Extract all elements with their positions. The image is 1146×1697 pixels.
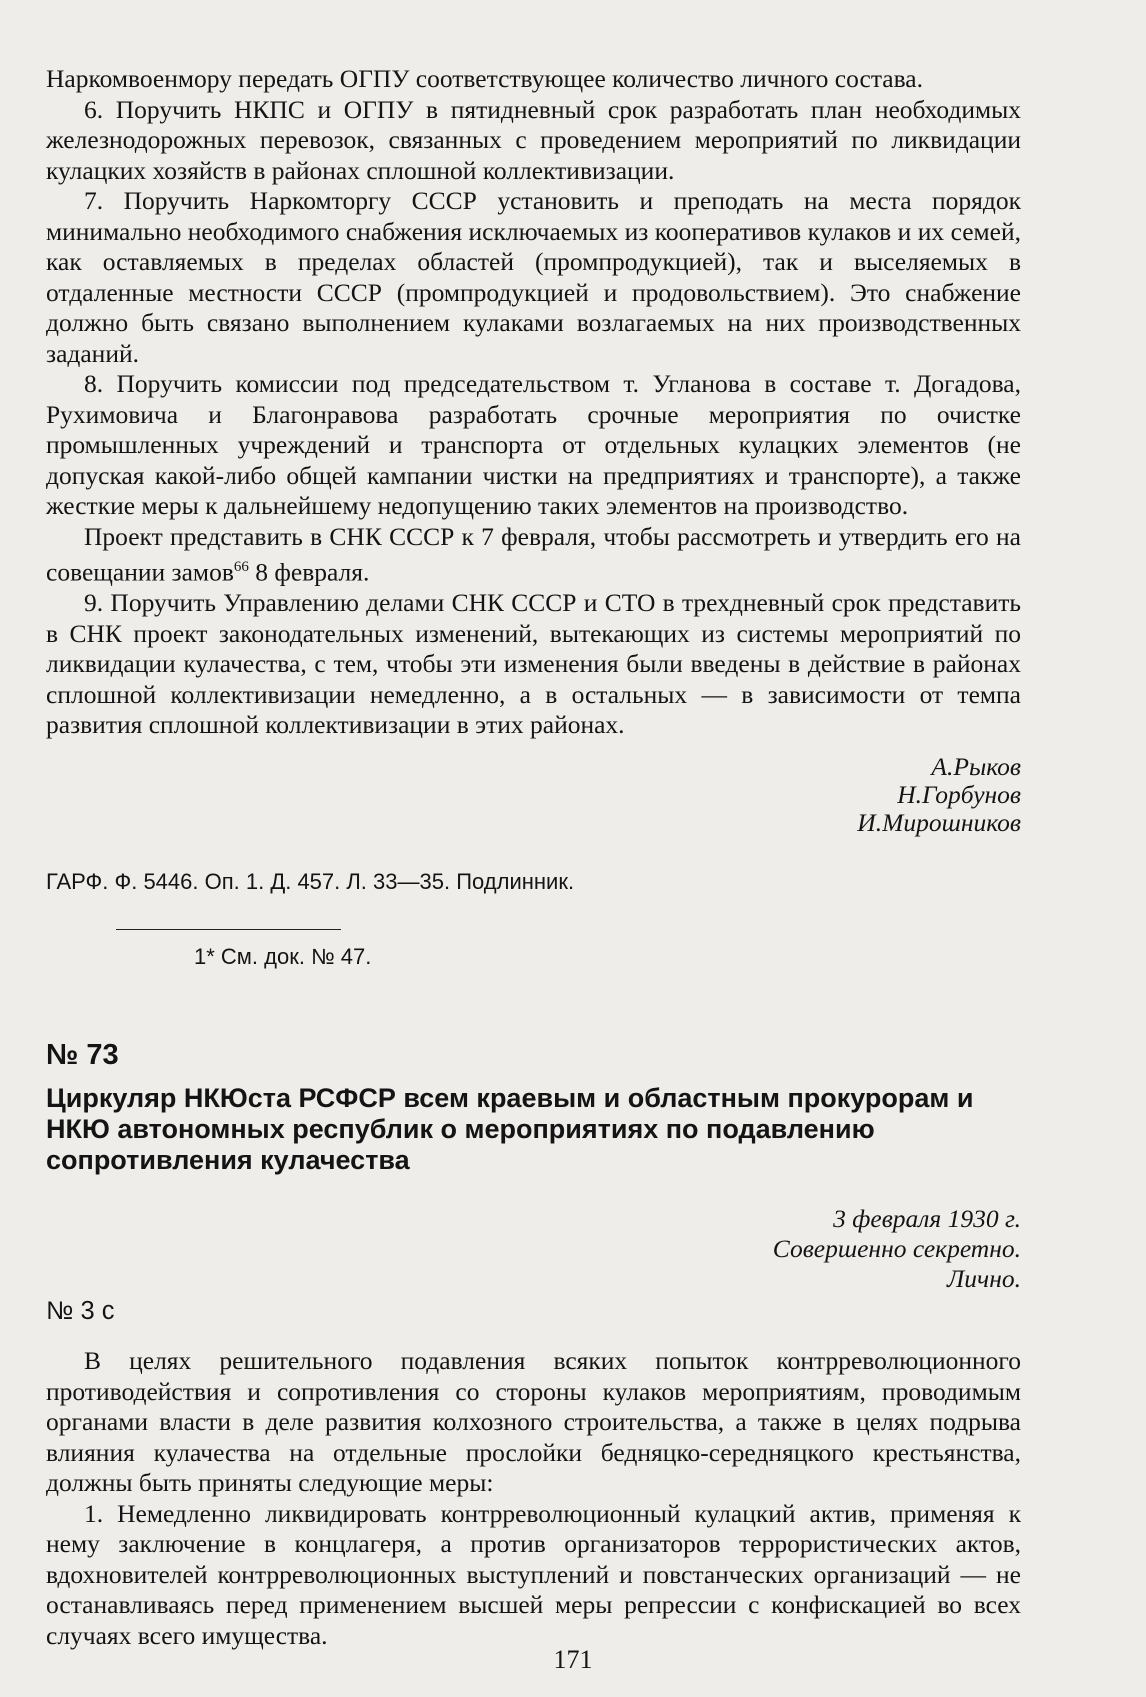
signature-miroshnikov: И.Мирошников (857, 807, 1021, 837)
document-date: 3 февраля 1930 г. (833, 1203, 1021, 1233)
page-number: 171 (553, 1645, 593, 1674)
signature-rykov: А.Рыков (931, 751, 1021, 781)
classification-stamp: Совершенно секретно. (772, 1233, 1021, 1263)
document-meta (46, 1204, 1021, 1294)
footnote: 1* См. док. № 47. (194, 944, 372, 969)
signature-gorbunov: Н.Горбунов (897, 779, 1021, 809)
item-9: 9. Поручить Управлению делами СНК СССР и СТО в трехдневный срок представить в СНК проект законодательных изменений, вытекающих из системы мероприятий по ликвидации кулачества, с тем, чтобы эти изменения были введены в действие в районах сплошной коллективизации немедленно, а в остальных — в зависимости от темпа развития сплошной коллективизации в этих районах. (46, 588, 1021, 739)
document-code: № 3 с (46, 1296, 115, 1325)
continuation-paragraph: Наркомвоенмору передать ОГПУ соответствующее количество личного состава. (46, 64, 923, 93)
item-7: 7. Поручить Наркомторгу СССР установить и преподать на места порядок минимально необходимого снабжения исключаемых из кооперативов кулаков и их семей, как оставляемых в пределах областей (промпродукцией), так и выселяемых в отдаленные местности СССР (промпродукцией и продовольствием). Это снабжение должно быть связано выполнением кулаками возлагаемых на них производственных заданий. (46, 186, 1021, 368)
footnote-divider (116, 929, 341, 930)
item-6: 6. Поручить НКПС и ОГПУ в пятидневный срок разработать план необходимых железнодорожных перевозок, связанных с проведением мероприятий по ликвидации кулацких хозяйств в районах сплошной коллективизации. (46, 94, 1021, 185)
document-number: № 73 (46, 1038, 119, 1071)
item-8-extra-text: Проект представить в СНК СССР к 7 февраля, чтобы рассмотреть и утвердить его на совещании замов (46, 521, 1021, 587)
item-8: 8. Поручить комиссии под председательством т. Угланова в составе т. Догадова, Рухимовича и Благонравова разработать срочные мероприятия по очистке промышленных учреждений и транспорта от отдельных кулацких элементов (не допуская какой-либо общей кампании чистки на предприятиях и транспорте), а также жесткие меры к дальнейшему недопущению таких элементов на производство. (46, 369, 1021, 520)
personal-note: Лично. (947, 1263, 1021, 1293)
body-intro: В целях решительного подавления всяких попыток контрреволюционного противодействия и сопротивления со стороны кулаков мероприятиям, проводимым органами власти в деле развития колхозного строительства, а также в целях подрыва влияния кулачества на отдельные прослойки бедняцко-середняцкого крестьянства, должны быть приняты следующие меры: (46, 1346, 1021, 1497)
signatures (46, 753, 1021, 837)
item-8-extra-tail: 8 февраля. (248, 557, 370, 587)
page-text (46, 64, 1021, 1651)
footnote-ref: 66 (233, 559, 249, 575)
archive-source: ГАРФ. Ф. 5446. Оп. 1. Д. 457. Л. 33—35. Подлинник. (46, 868, 575, 894)
body-item-1: 1. Немедленно ликвидировать контрреволюционный кулацкий актив, применяя к нему заключение в концлагеря, а против организаторов террористических актов, вдохновителей контрреволюционных выступлений и повстанческих организаций — не останавливаясь перед применением высшей меры репрессии с конфискацией во всех случаях всего имущества. (46, 1498, 1021, 1650)
item-8-extra (46, 522, 1021, 589)
document-title: Циркуляр НКЮста РСФСР всем краевым и областным прокурорам и НКЮ автономных республик о мероприятиях по подавлению сопротивления кулачества (46, 1082, 974, 1175)
